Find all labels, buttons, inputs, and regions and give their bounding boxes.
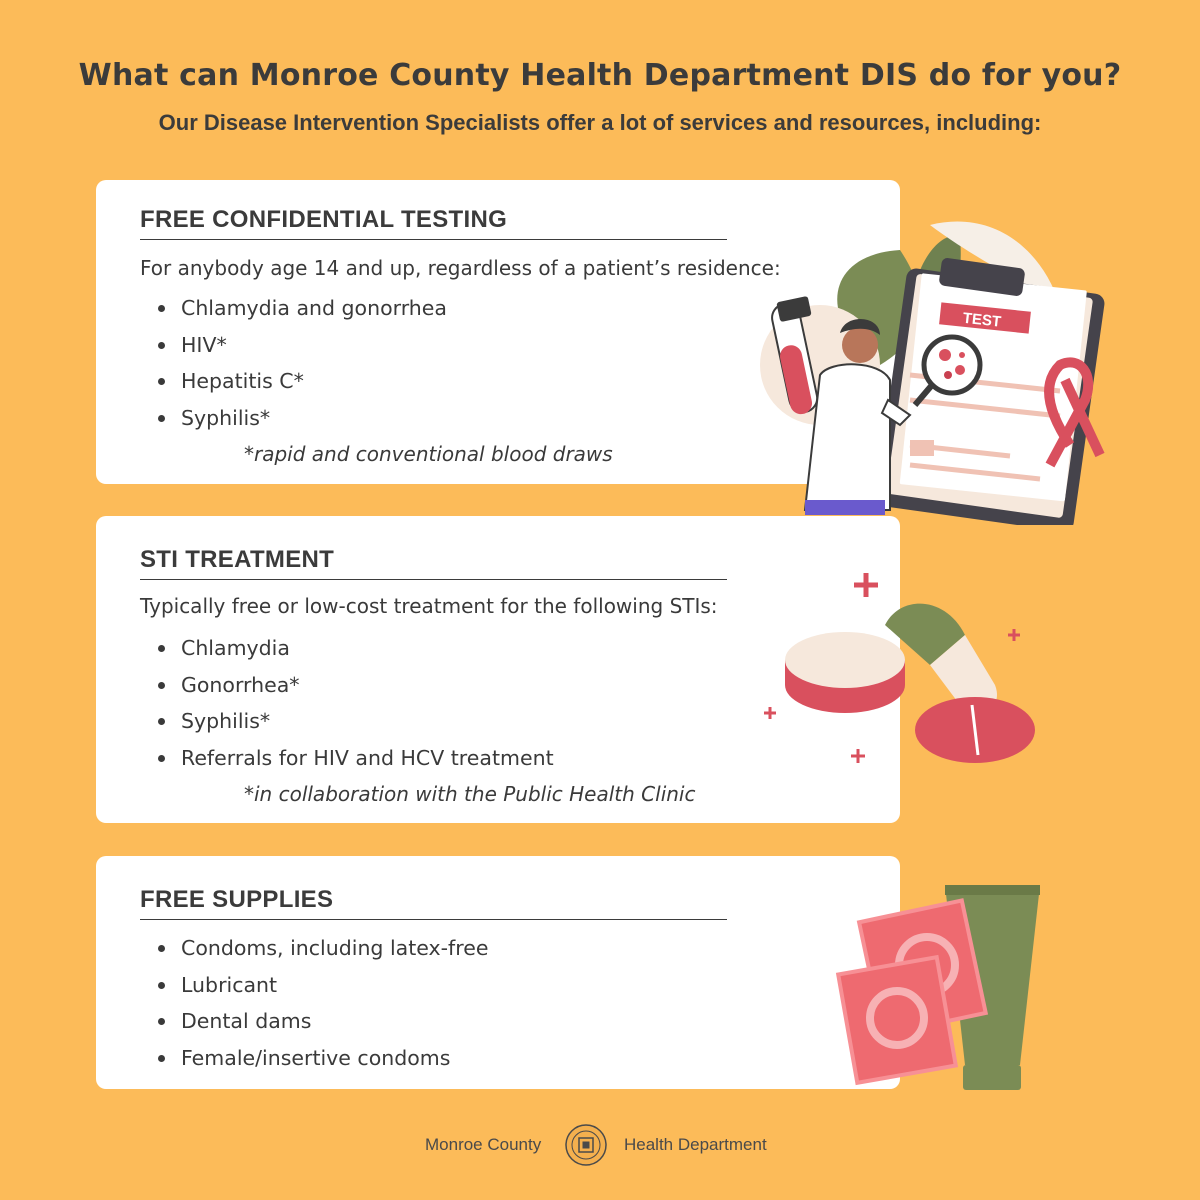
list-item: Female/insertive condoms — [140, 1044, 488, 1081]
county-seal-icon — [564, 1123, 608, 1167]
footer — [0, 1123, 1200, 1167]
treatment-list — [140, 634, 554, 781]
testing-list — [140, 294, 447, 441]
list-item: Syphilis* — [140, 404, 447, 441]
treatment-intro: Typically free or low-cost treatment for the following STIs: — [140, 594, 718, 618]
testing-heading: FREE CONFIDENTIAL TESTING — [140, 206, 727, 240]
list-item: Syphilis* — [140, 707, 554, 744]
list-item: Lubricant — [140, 971, 488, 1008]
testing-intro: For anybody age 14 and up, regardless of a patient’s residence: — [140, 256, 781, 280]
footer-county: Monroe County — [425, 1135, 542, 1154]
treatment-heading: STI TREATMENT — [140, 546, 727, 580]
footer-department: Health Department — [624, 1135, 767, 1154]
list-item: Referrals for HIV and HCV treatment — [140, 744, 554, 781]
pills-illustration — [750, 565, 1050, 775]
condom-packet-icon — [838, 900, 986, 1082]
page-title: What can Monroe County Health Department DIS do for you? — [78, 58, 1122, 93]
test-badge-text: TEST — [961, 309, 1002, 331]
list-item: HIV* — [140, 331, 447, 368]
list-item: Gonorrhea* — [140, 671, 554, 708]
list-item: Condoms, including latex-free — [140, 934, 488, 971]
testing-note: *rapid and conventional blood draws — [244, 442, 613, 466]
page-subtitle: Our Disease Intervention Specialists offer a lot of services and resources, including: — [158, 110, 1042, 135]
list-item: Hepatitis C* — [140, 367, 447, 404]
list-item: Chlamydia — [140, 634, 554, 671]
treatment-note: *in collaboration with the Public Health Clinic — [244, 782, 696, 806]
supplies-heading: FREE SUPPLIES — [140, 886, 727, 920]
supplies-illustration — [835, 880, 1055, 1095]
list-item: Chlamydia and gonorrhea — [140, 294, 447, 331]
oval-pill-icon — [915, 697, 1035, 763]
list-item: Dental dams — [140, 1007, 488, 1044]
testing-illustration — [760, 215, 1120, 525]
supplies-card — [96, 856, 900, 1089]
supplies-list — [140, 934, 488, 1081]
round-pill-icon — [785, 632, 905, 713]
